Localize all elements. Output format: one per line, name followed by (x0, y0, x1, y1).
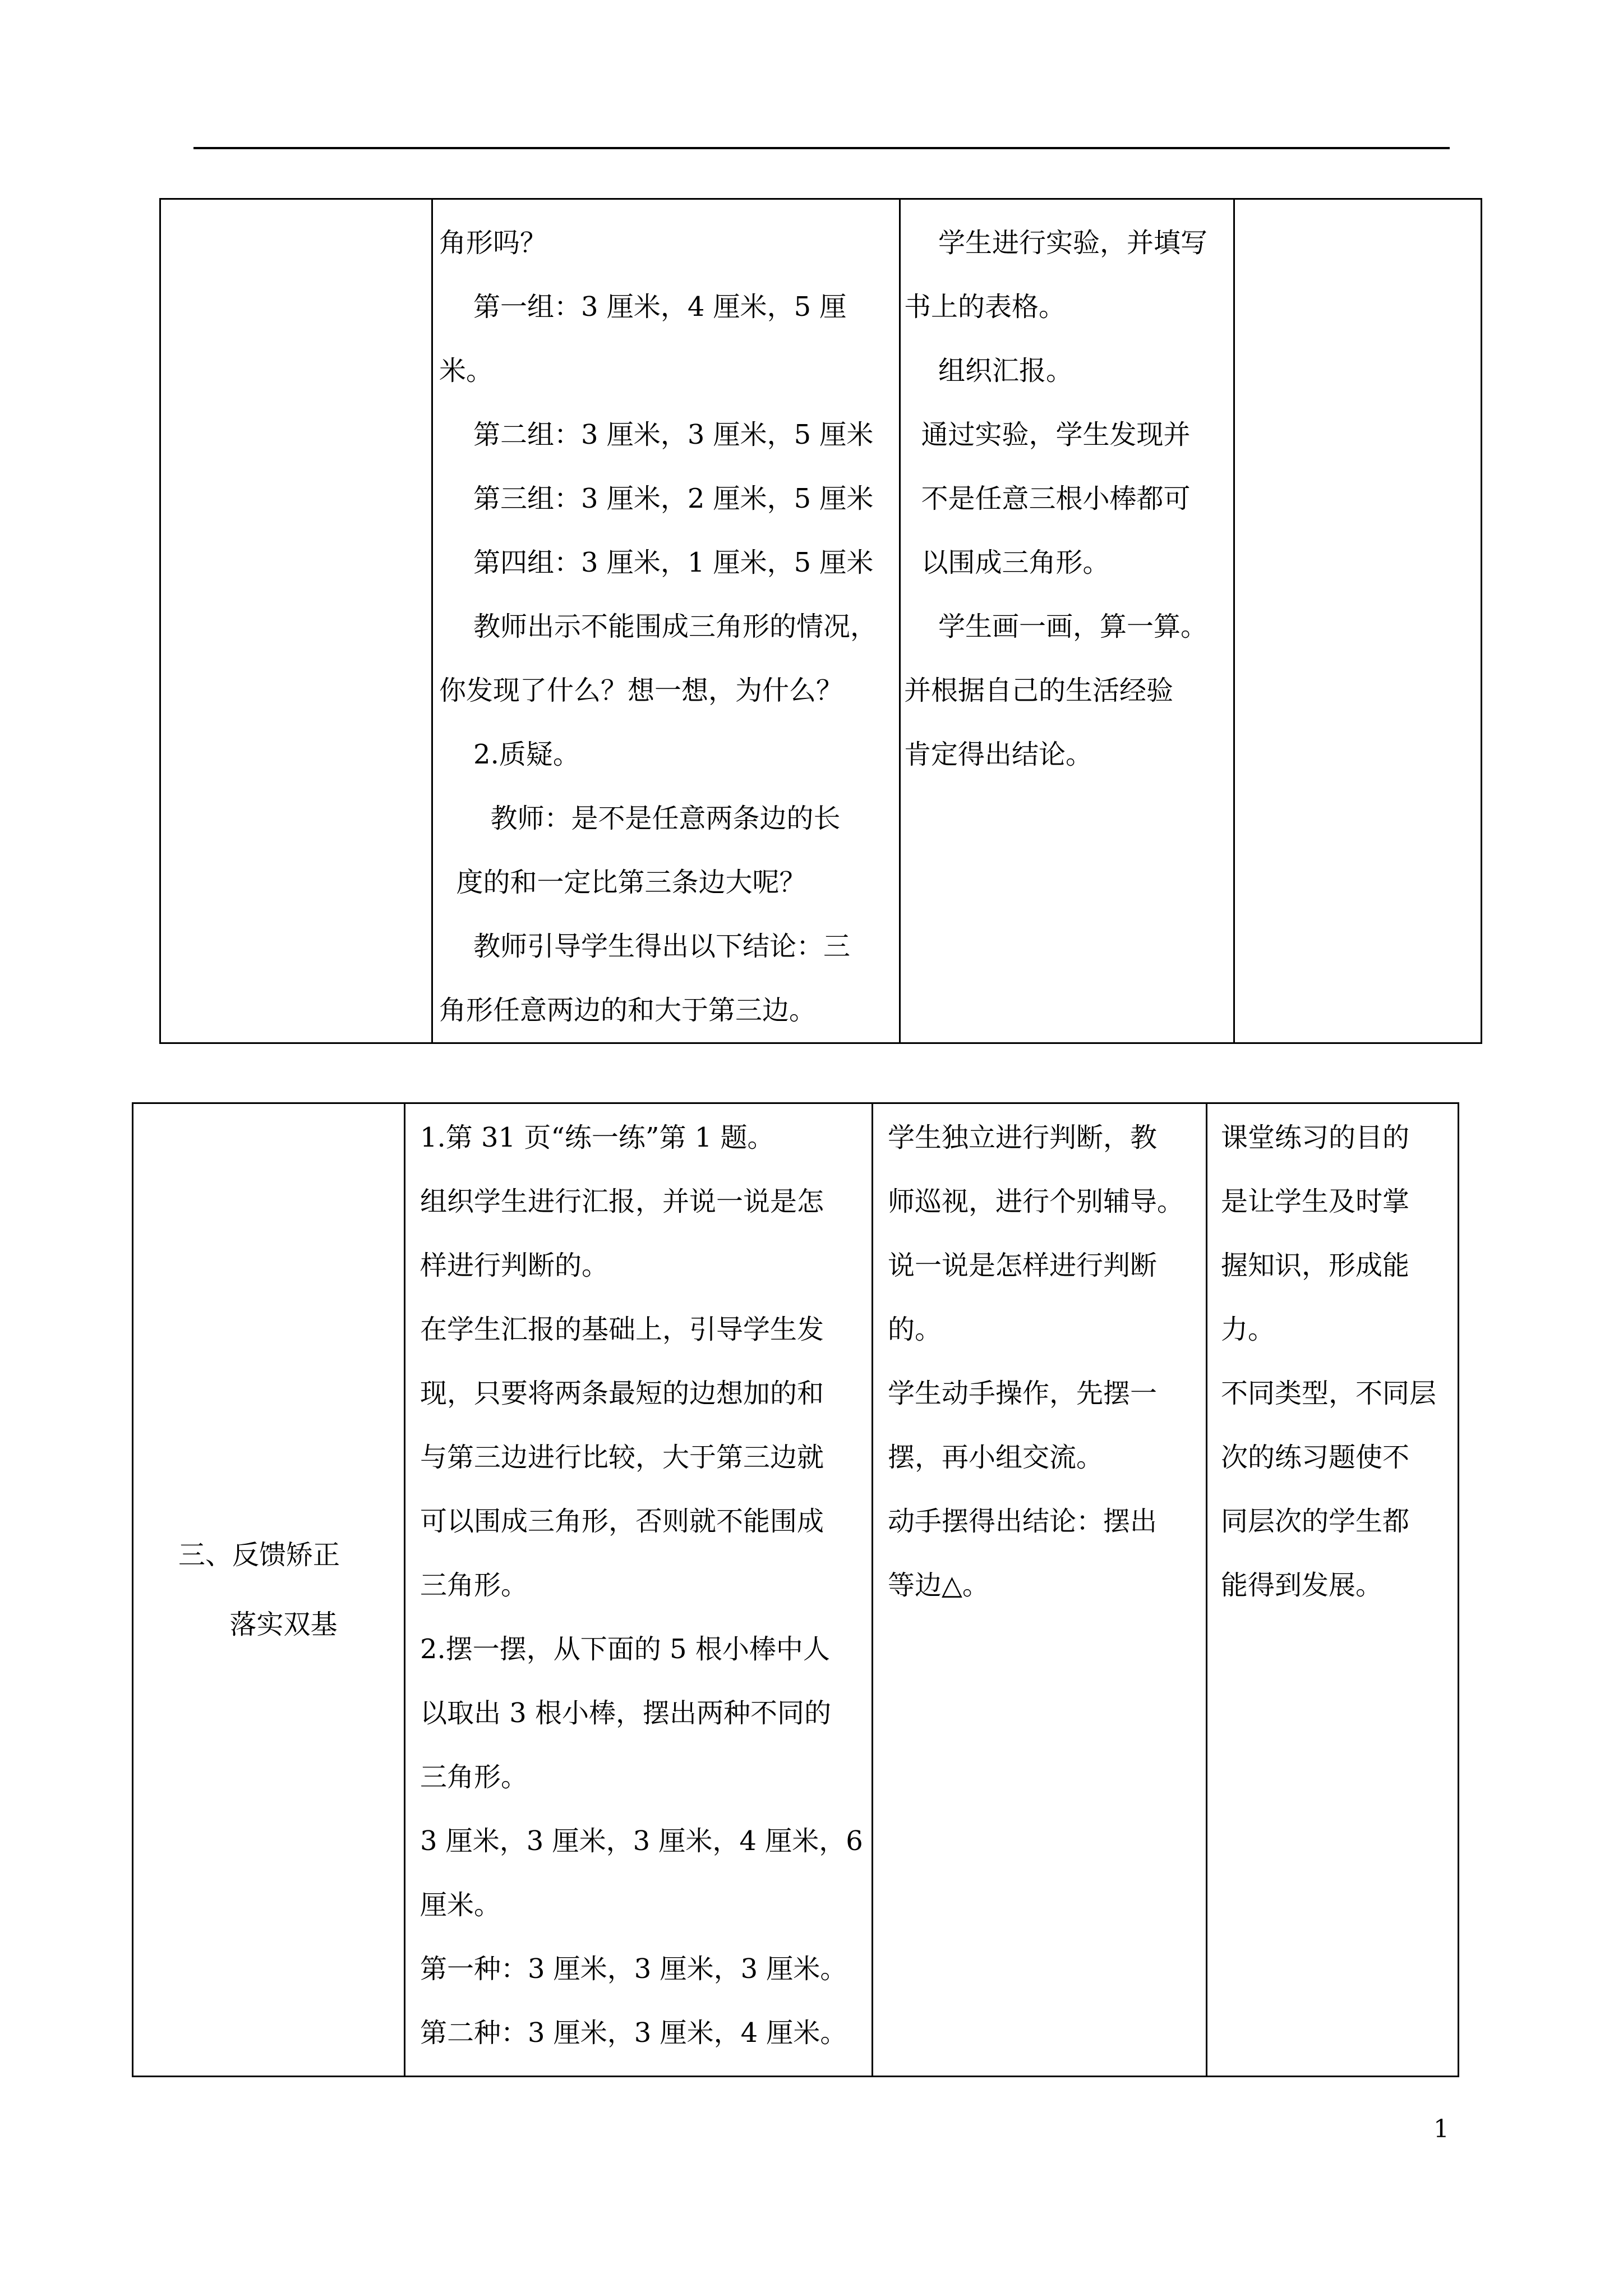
text-line: 学生进行实验，并填写 (904, 227, 1208, 259)
student-activity-cell (873, 1103, 1207, 2077)
text-line: 握知识，形成能力。 (1221, 1250, 1410, 1345)
text-line: 同层次的学生都 (1221, 1506, 1410, 1537)
stage-label-line: 落实双基 (178, 1609, 338, 1640)
text-line: 书上的表格。 (904, 291, 1066, 323)
text-line: 厘米。 (420, 1889, 501, 1921)
teacher-activity-cell (432, 199, 900, 1043)
text-line: 是让学生及时掌 (1221, 1186, 1410, 1217)
lesson-table-feedback (132, 1102, 1459, 2077)
text-line: 角形吗？ (439, 227, 547, 259)
text-line: 教师出示不能围成三角形的情况， (439, 611, 878, 642)
text-line: 课堂练习的目的 (1221, 1122, 1410, 1153)
text-line: 与第三边进行比较，大于第三边就 (420, 1442, 824, 1473)
text-line: 角形任意两边的和大于第三边。 (439, 995, 817, 1026)
text-line: 第四组：3 厘米，1 厘米，5 厘米 (439, 547, 874, 578)
text-line: 三角形。 (420, 1570, 528, 1601)
text-line: 肯定得出结论。 (904, 739, 1093, 770)
teacher-activity-cell (405, 1103, 873, 2077)
text-line: 3 厘米，3 厘米，3 厘米，4 厘米，6 (420, 1825, 863, 1857)
text-line: 组织学生进行汇报，并说一说是怎 (420, 1186, 824, 1217)
header-rule (193, 147, 1450, 149)
text-line: 2.摆一摆，从下面的 5 根小棒中人 (420, 1634, 830, 1665)
text-line: 第二种：3 厘米，3 厘米，4 厘米。 (420, 2017, 847, 2049)
text-line: 你发现了什么？想一想，为什么？ (439, 675, 843, 706)
stage-cell (160, 199, 432, 1043)
text-line: 度的和一定比第三条边大呢？ (439, 867, 806, 898)
table-row (133, 1103, 1459, 2077)
design-intent-cell (1207, 1103, 1459, 2077)
text-line: 师巡视，进行个别辅导。 (888, 1186, 1184, 1217)
text-line: 可以围成三角形，否则就不能围成 (420, 1506, 824, 1537)
text-line: 的。 (888, 1314, 942, 1345)
stage-label-cell (133, 1103, 405, 2077)
text-line: 1.第 31 页“练一练”第 1 题。 (420, 1122, 774, 1153)
text-line: 组织汇报。 (904, 355, 1073, 386)
text-line: 次的练习题使不 (1221, 1442, 1410, 1473)
text-line: 2.质疑。 (439, 739, 580, 770)
text-line: 教师：是不是任意两条边的长 (439, 803, 841, 834)
text-line: 动手摆得出结论：摆出 (888, 1506, 1158, 1537)
text-line: 说一说是怎样进行判断 (888, 1250, 1158, 1281)
table-row (160, 199, 1482, 1043)
design-intent-cell (1234, 199, 1482, 1043)
text-line: 第二组：3 厘米，3 厘米，5 厘米 (439, 419, 874, 450)
text-line: 样进行判断的。 (420, 1250, 609, 1281)
student-activity-cell (900, 199, 1234, 1043)
text-line: 不是任意三根小棒都可 (904, 483, 1191, 514)
text-line: 第一种：3 厘米，3 厘米，3 厘米。 (420, 1953, 847, 1985)
text-line: 现，只要将两条最短的边想加的和 (420, 1378, 824, 1409)
text-line: 以围成三角形。 (904, 547, 1110, 578)
text-line: 学生动手操作，先摆一 (888, 1378, 1158, 1409)
page-number: 1 (1433, 2115, 1449, 2143)
text-line: 摆，再小组交流。 (888, 1442, 1104, 1473)
text-line: 学生独立进行判断，教 (888, 1122, 1158, 1153)
text-line: 并根据自己的生活经验 (904, 675, 1174, 706)
text-line: 第三组：3 厘米，2 厘米，5 厘米 (439, 483, 874, 514)
text-line: 能得到发展。 (1221, 1570, 1383, 1601)
text-line: 等边△。 (888, 1570, 989, 1601)
text-line: 不同类型，不同层 (1221, 1378, 1437, 1409)
text-line: 以取出 3 根小棒，摆出两种不同的 (420, 1697, 832, 1729)
text-line: 通过实验，学生发现并 (904, 419, 1191, 450)
text-line: 在学生汇报的基础上，引导学生发 (420, 1314, 824, 1345)
text-line: 学生画一画，算一算。 (904, 611, 1208, 642)
text-line: 第一组：3 厘米，4 厘米，5 厘米。 (439, 291, 847, 386)
lesson-table-continued (159, 198, 1482, 1044)
text-line: 三角形。 (420, 1761, 528, 1793)
text-line: 教师引导学生得出以下结论：三 (439, 931, 851, 962)
stage-label-line: 三、反馈矫正 (178, 1539, 340, 1571)
